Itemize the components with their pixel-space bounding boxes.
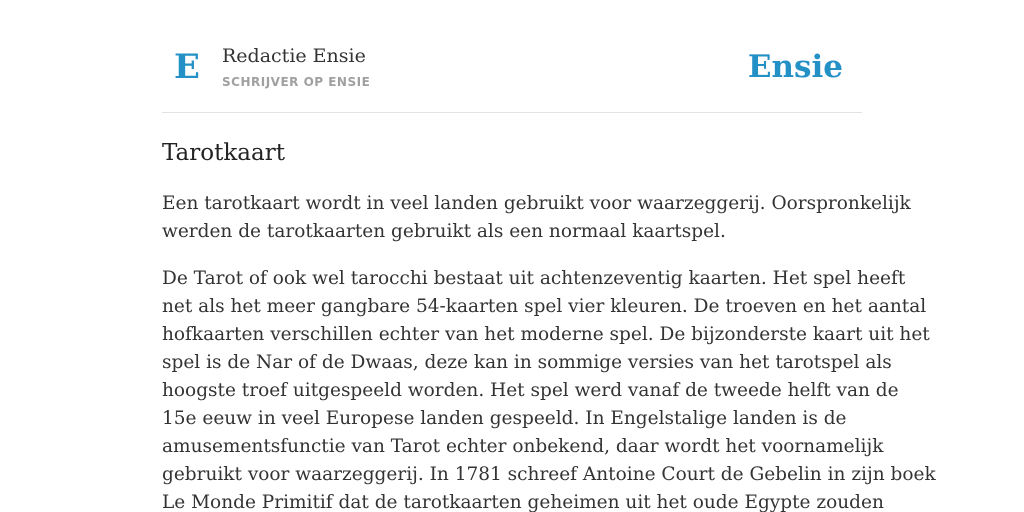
author-role: SCHRIJVER OP ENSIE — [222, 75, 371, 89]
paragraph-line: spel is de Nar of de Dwaas, deze kan in sommige versies van het tarotspel als — [162, 352, 892, 373]
article-paragraph-2 — [162, 265, 936, 512]
author-header — [162, 0, 862, 113]
article-paragraph-1 — [162, 190, 911, 246]
paragraph-line: hoogste troef uitgespeeld worden. Het spel werd vanaf de tweede helft van de — [162, 380, 899, 401]
article — [162, 138, 936, 512]
ensie-brand-logo[interactable]: Ensie — [747, 49, 843, 85]
author-avatar-logo[interactable]: E — [174, 47, 200, 87]
paragraph-line: De Tarot of ook wel tarocchi bestaat uit achtenzeventig kaarten. Het spel heeft — [162, 268, 906, 289]
paragraph-line: amusementsfunctie van Tarot echter onbekend, daar wordt het voornamelijk — [162, 436, 884, 457]
paragraph-line: Een tarotkaart wordt in veel landen gebruikt voor waarzeggerij. Oorspronkelijk — [162, 193, 911, 214]
paragraph-line: werden de tarotkaarten gebruikt als een normaal kaartspel. — [162, 221, 726, 242]
paragraph-line: hofkaarten verschillen echter van het moderne spel. De bijzonderste kaart uit het — [162, 324, 930, 345]
article-title: Tarotkaart — [162, 140, 285, 166]
author-name-link[interactable]: Redactie Ensie — [222, 45, 366, 67]
paragraph-line: 15e eeuw in veel Europese landen gespeeld. In Engelstalige landen is de — [162, 408, 847, 429]
paragraph-line: gebruikt voor waarzeggerij. In 1781 schreef Antoine Court de Gebelin in zijn boek — [162, 464, 936, 485]
paragraph-line: Le Monde Primitif dat de tarotkaarten geheimen uit het oude Egypte zouden — [162, 492, 884, 512]
paragraph-line: net als het meer gangbare 54-kaarten spel vier kleuren. De troeven en het aantal — [162, 296, 927, 317]
